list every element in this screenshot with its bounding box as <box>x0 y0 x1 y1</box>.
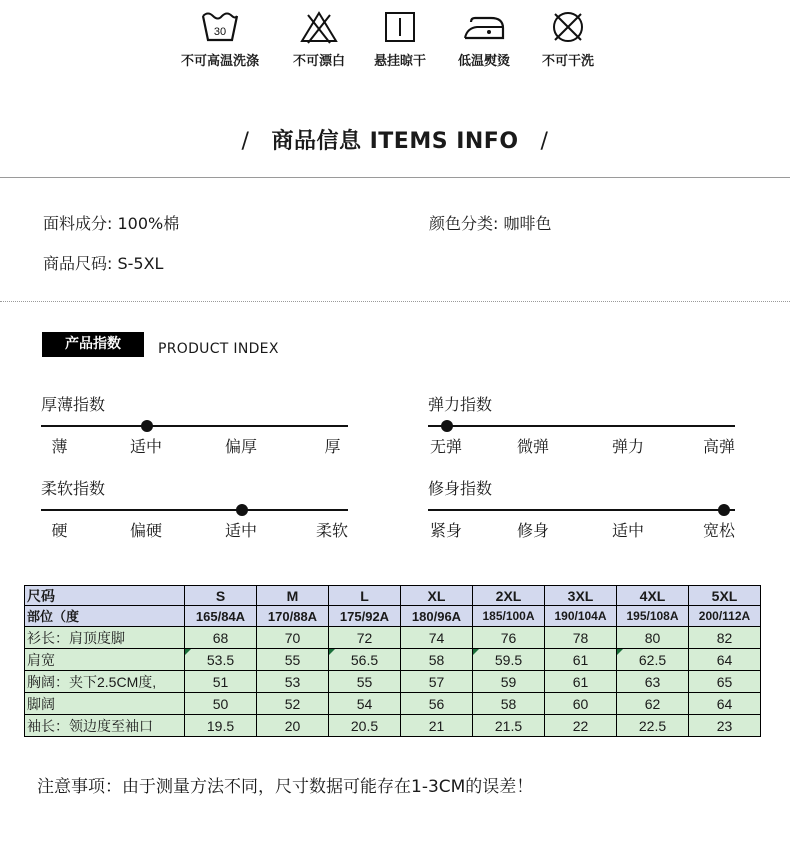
table-cell: 190/104A <box>545 606 617 627</box>
table-row <box>25 627 761 649</box>
divider-solid <box>0 177 790 178</box>
table-row-header: 肩宽 <box>25 649 185 671</box>
index-label: 偏硬 <box>130 521 163 540</box>
table-cell: 59 <box>473 671 545 693</box>
svg-text:30: 30 <box>213 26 227 38</box>
table-cell: 58 <box>401 649 473 671</box>
index-title: 柔软指数 <box>41 479 106 498</box>
table-row-header: 部位（度 <box>25 606 185 627</box>
table-cell: 180/96A <box>401 606 473 627</box>
table-cell: 185/100A <box>473 606 545 627</box>
table-cell: 23 <box>689 715 761 737</box>
table-cell: 170/88A <box>257 606 329 627</box>
table-cell: 56 <box>401 693 473 715</box>
table-cell: 57 <box>401 671 473 693</box>
index-track <box>428 509 735 511</box>
table-cell: 55 <box>257 649 329 671</box>
table-cell: 195/108A <box>617 606 689 627</box>
table-cell: 82 <box>689 627 761 649</box>
index-label: 高弹 <box>703 437 736 456</box>
table-cell: 76 <box>473 627 545 649</box>
index-title: 厚薄指数 <box>41 395 106 414</box>
table-cell: 19.5 <box>185 715 257 737</box>
index-title: 弹力指数 <box>428 395 493 414</box>
table-row <box>25 715 761 737</box>
index-marker <box>718 504 730 516</box>
index-label: 微弹 <box>517 437 550 456</box>
care-label-wash: 不可高温洗涤 <box>180 54 259 69</box>
table-cell: 21.5 <box>473 715 545 737</box>
table-cell: 68 <box>185 627 257 649</box>
table-cell: 52 <box>257 693 329 715</box>
index-title: 修身指数 <box>428 479 493 498</box>
table-cell: 21 <box>401 715 473 737</box>
index-track <box>428 425 735 427</box>
title-slash-left: / <box>241 129 250 154</box>
info-color: 颜色分类: 咖啡色 <box>429 214 552 233</box>
hang-dry-icon <box>380 10 420 44</box>
table-row-header: 脚阔 <box>25 693 185 715</box>
table-row-header: 袖长：领边度至袖口 <box>25 715 185 737</box>
care-label-dryclean: 不可干洗 <box>541 54 594 69</box>
table-cell: XL <box>401 586 473 606</box>
table-cell: 165/84A <box>185 606 257 627</box>
index-label: 适中 <box>225 521 258 540</box>
table-cell: 20.5 <box>329 715 401 737</box>
divider-dotted <box>0 301 790 302</box>
table-row-header: 衫长：肩顶度脚 <box>25 627 185 649</box>
care-label-bleach: 不可漂白 <box>292 54 345 69</box>
table-cell: 63 <box>617 671 689 693</box>
table-cell: 59.5 <box>473 649 545 671</box>
table-row <box>25 586 761 606</box>
table-cell: 5XL <box>689 586 761 606</box>
section-title <box>0 124 790 155</box>
table-cell: 3XL <box>545 586 617 606</box>
table-row-header: 胸阔：夹下2.5CM度, <box>25 671 185 693</box>
table-cell: 22 <box>545 715 617 737</box>
table-cell: 53.5 <box>185 649 257 671</box>
table-cell: 60 <box>545 693 617 715</box>
table-cell: 72 <box>329 627 401 649</box>
table-cell: 58 <box>473 693 545 715</box>
index-tag: 产品指数 <box>42 332 144 357</box>
table-row <box>25 649 761 671</box>
table-cell: 200/112A <box>689 606 761 627</box>
table-cell: 62.5 <box>617 649 689 671</box>
table-cell: 62 <box>617 693 689 715</box>
table-row <box>25 693 761 715</box>
table-cell: 74 <box>401 627 473 649</box>
table-cell: 78 <box>545 627 617 649</box>
table-cell: 61 <box>545 649 617 671</box>
care-dryclean <box>513 10 623 69</box>
index-label: 宽松 <box>703 521 736 540</box>
no-dry-clean-icon <box>548 10 588 44</box>
index-label: 偏厚 <box>225 437 258 456</box>
table-cell: 51 <box>185 671 257 693</box>
index-track <box>41 425 348 427</box>
index-marker <box>141 420 153 432</box>
care-label-iron: 低温熨烫 <box>457 54 510 69</box>
table-cell: 175/92A <box>329 606 401 627</box>
table-cell: L <box>329 586 401 606</box>
title-text: 商品信息 ITEMS INFO <box>271 129 519 154</box>
index-label: 柔软 <box>316 521 349 540</box>
measure-note: 注意事项：由于测量方法不同，尺寸数据可能存在1-3CM的误差！ <box>37 777 534 797</box>
table-cell: 4XL <box>617 586 689 606</box>
index-label: 适中 <box>612 521 645 540</box>
index-label: 无弹 <box>430 437 463 456</box>
info-size: 商品尺码: S-5XL <box>43 254 164 273</box>
index-label: 厚 <box>324 437 341 456</box>
index-label: 适中 <box>130 437 163 456</box>
index-label: 修身 <box>517 521 550 540</box>
size-table <box>24 585 761 737</box>
table-row <box>25 606 761 627</box>
table-cell: S <box>185 586 257 606</box>
care-wash <box>165 10 275 69</box>
index-label: 紧身 <box>430 521 463 540</box>
table-cell: 64 <box>689 693 761 715</box>
table-cell: 2XL <box>473 586 545 606</box>
title-slash-right: / <box>540 129 549 154</box>
info-fabric: 面料成分: 100%棉 <box>43 214 180 233</box>
table-cell: 56.5 <box>329 649 401 671</box>
care-label-dry: 悬挂晾干 <box>373 54 426 69</box>
no-bleach-icon <box>299 10 339 44</box>
index-track <box>41 509 348 511</box>
table-cell: 50 <box>185 693 257 715</box>
index-marker <box>236 504 248 516</box>
index-label: 薄 <box>51 437 68 456</box>
table-cell: 65 <box>689 671 761 693</box>
table-cell: 53 <box>257 671 329 693</box>
table-cell: 20 <box>257 715 329 737</box>
table-cell: 22.5 <box>617 715 689 737</box>
table-row-header: 尺码 <box>25 586 185 606</box>
index-label: 硬 <box>51 521 68 540</box>
table-row <box>25 671 761 693</box>
wash-30-icon <box>200 10 240 44</box>
iron-low-icon <box>461 10 507 44</box>
index-tag-en: PRODUCT INDEX <box>158 341 279 357</box>
table-cell: 64 <box>689 649 761 671</box>
table-cell: 70 <box>257 627 329 649</box>
table-cell: M <box>257 586 329 606</box>
index-label: 弹力 <box>612 437 645 456</box>
table-cell: 55 <box>329 671 401 693</box>
table-cell: 61 <box>545 671 617 693</box>
index-marker <box>441 420 453 432</box>
table-cell: 80 <box>617 627 689 649</box>
table-cell: 54 <box>329 693 401 715</box>
